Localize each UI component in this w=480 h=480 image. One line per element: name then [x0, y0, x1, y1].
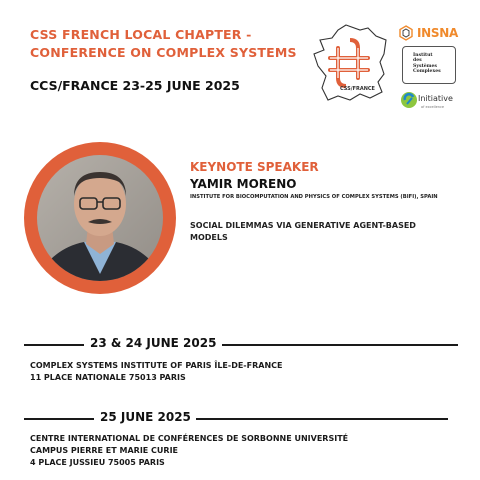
venue-address-line: 4 PLACE JUSSIEU 75005 PARIS — [30, 458, 165, 467]
venue-date: 25 JUNE 2025 — [100, 410, 191, 424]
separator-line — [24, 418, 94, 420]
speaker-name: YAMIR MORENO — [190, 177, 297, 191]
isc-logo-line: Complexes — [413, 69, 441, 75]
separator-line — [196, 418, 448, 420]
venue-address-line: CENTRE INTERNATIONAL DE CONFÉRENCES DE SORBONNE UNIVERSITÉ — [30, 434, 349, 443]
css-france-caption: CSS/FRANCE — [340, 86, 375, 92]
insna-wordmark: INSNA — [417, 26, 458, 40]
venue-date: 23 & 24 JUNE 2025 — [90, 336, 217, 350]
isc-logo-line: Systèmes — [413, 63, 437, 69]
speaker-affiliation: INSTITUTE FOR BIOCOMPUTATION AND PHYSICS OF COMPLEX SYSTEMS (BIFI), SPAIN — [190, 194, 438, 200]
venue-address — [30, 433, 348, 469]
cy-initiative-subtitle: of excellence — [421, 105, 445, 109]
talk-title — [190, 220, 440, 244]
talk-title-line: SOCIAL DILEMMAS VIA GENERATIVE AGENT-BASED — [190, 221, 416, 230]
insna-logo — [398, 24, 468, 42]
event-title — [30, 26, 320, 62]
network-hexagon-icon — [398, 25, 414, 41]
venue-address-line: CAMPUS PIERRE ET MARIE CURIE — [30, 446, 179, 455]
event-title-line-1: CSS FRENCH LOCAL CHAPTER - — [30, 27, 252, 42]
speaker-portrait — [24, 142, 176, 294]
venue-address-line: 11 PLACE NATIONALE 75013 PARIS — [30, 373, 186, 382]
venue-address — [30, 360, 282, 384]
venue-address-line: COMPLEX SYSTEMS INSTITUTE OF PARIS ÎLE-DE-FRANCE — [30, 361, 283, 370]
talk-title-line: MODELS — [190, 233, 228, 242]
event-title-line-2: CONFERENCE ON COMPLEX SYSTEMS — [30, 45, 297, 60]
keynote-label: KEYNOTE SPEAKER — [190, 160, 319, 174]
cy-initiative-name: Initiative — [418, 94, 453, 103]
isc-logo — [402, 46, 456, 84]
isc-logo-line: Institut — [413, 53, 433, 58]
css-france-map-logo — [310, 22, 392, 106]
isc-logo-line: des — [413, 58, 422, 64]
separator-line — [24, 344, 84, 346]
event-dates: CCS/FRANCE 23-25 JUNE 2025 — [30, 78, 240, 93]
separator-line — [222, 344, 458, 346]
